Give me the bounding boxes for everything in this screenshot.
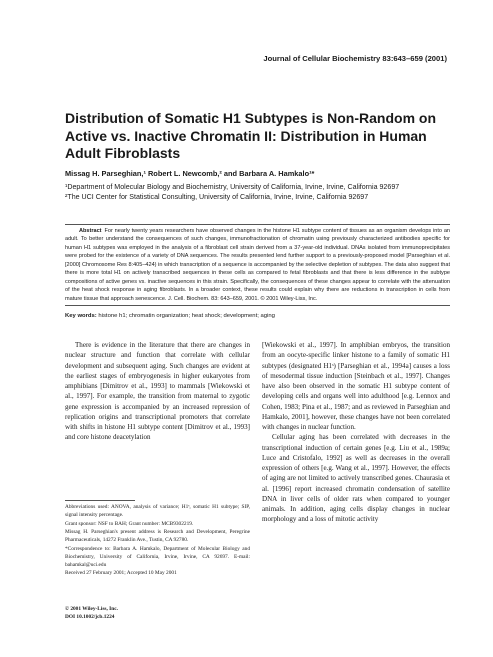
affiliation-2: ²The UCI Center for Statistical Consulting, University of California, Irvine, Irvine, California 92697 <box>65 193 369 201</box>
abstract <box>65 227 450 303</box>
keywords-label: Key words: <box>65 313 97 319</box>
footnote-correspondence: *Correspondence to: Barbara A. Hamkalo, Department of Molecular Biology and Biochemistry, University of California, Irvine, Irvine, CA 92697. E-mail: bahamkal@uci.edu <box>65 545 250 568</box>
abstract-label: Abstract <box>79 228 102 234</box>
footnote-abbreviations: Abbreviations used: ANOVA, analysis of variance; H1ˢ, somatic H1 subtype; SIP, signal intensity percentage. <box>65 504 250 518</box>
abstract-text: For nearly twenty years researchers have observed changes in the histone H1 subtype content of tissues as an organism develops into an adult. To better understand the consequences of such changes, immunofractionation of chromatin using previously characterized antibodies specific for human H1 subtypes was employed in the analysis of a fibroblast cell strain derived from a 37-year-old individual. DNAs isolated from immunoprecipitates were probed for the existence of a variety of DNA sequences. The results presented lend further support to a previously-proposed model [Parseghian et al. [2000] Chromosome Res 8:405–424) in which transcription of a sequence is accompanied by the selective depletion of subtypes. The data also suggest that there is more total H1 on actively transcribed sequences in these cells as compared to fetal fibroblasts and that there is less difference in the subtype compositions of active genes vs. inactive sequences in this strain. Specifically, the consequences of these changes appear to correlate with the attenuation of the heat shock response in aging fibroblasts. In a broader context, these results could explain why there are reductions in transcription in cells from mature tissue that approach senescence. J. Cell. Biochem. 83: 643–659, 2001. <box>65 228 450 302</box>
journal-header: Journal of Cellular Biochemistry 83:643–659 (2001) <box>263 54 447 63</box>
affiliation-1: ¹Department of Molecular Biology and Biochemistry, University of California, Irvine, Irvine, California 92697 <box>65 183 400 191</box>
body-paragraph: [Wiekowski et al., 1997]. In amphibian embryos, the transition from an oocyte-specific linker histone to a family of somatic H1 subtypes (designated H1ˢ) [Parseghian et al., 1994a] causes a loss of mesodermal tissue induction [Steinbach et al., 1997]. Changes have also been observed in the somatic H1 subtype content of developing cells and organs well into adulthood [e.g. Lennox and Cohen, 1983; Pina et al., 1987; and as reviewed in Parseghian and Hamkalo, 2001], however, these changes have not been correlated with changes in nuclear function. <box>262 341 450 431</box>
body-paragraph: Cellular aging has been correlated with decreases in the transcriptional induction of certain genes [e.g. Liu et al., 1989a; Luce and Cristofalo, 1992] as well as decreases in the overall expression of others [e.g. Wang et al., 1997]. However, the effects of aging are not limited to actively transcribed genes. Chaurasia et al. [1996] report increased chromatin condensation of satellite DNA in liver cells of older rats when compared to younger animals. In addition, aging cells display changes in nuclear morphology and a loss of mitotic activity <box>262 433 450 524</box>
body-left-column <box>65 340 250 443</box>
body-paragraph: There is evidence in the literature that there are changes in nuclear structure and function that correlate with cellular development and subsequent aging. Such changes are evident at the earliest stages of embryogenesis in higher eukaryotes from amphibians [Dimitrov et al., 1993] to mammals [Wiekowski et al., 1997]. For example, the transition from maternal to zygotic gene expression is accompanied by an increased repression of replication origins and transcriptional promoters that correlate with shifts in histone H1 subtype content [Dimitrov et al., 1993] and core histone deacetylation <box>65 341 250 442</box>
doi-block <box>65 606 118 621</box>
doi-text[interactable]: DOI 10.1002/jcb.1224 <box>65 613 115 620</box>
abstract-copyright: © 2001 Wiley-Liss, Inc. <box>260 295 318 302</box>
footnote-grant: Grant sponsor: NSF to BAH; Grant number: MCB9302219. <box>65 520 194 527</box>
footnote-received: Received 27 February 2001; Accepted 10 May 2001 <box>65 570 177 577</box>
footer-copyright: © 2001 Wiley-Liss, Inc. <box>65 606 118 612</box>
footnotes <box>65 504 250 579</box>
body-right-column <box>262 340 450 525</box>
footnote-rule <box>65 500 135 501</box>
article-title: Distribution of Somatic H1 Subtypes is Non-Random on Active vs. Inactive Chromatin II: Distribution in Human Adult Fibroblasts <box>65 110 437 161</box>
affiliations <box>65 182 450 202</box>
keywords <box>65 313 450 319</box>
footnote-address: Missag H. Parseghian's present address is Research and Development, Peregrine Pharmaceuticals, 14272 Franklin Ave., Tustin, CA 92780. <box>65 529 250 544</box>
keywords-text: histone h1; chromatin organization; heat shock; development; aging <box>98 313 275 319</box>
author-list: Missag H. Parseghian,¹ Robert L. Newcomb,² and Barbara A. Hamkalo¹* <box>65 169 315 178</box>
